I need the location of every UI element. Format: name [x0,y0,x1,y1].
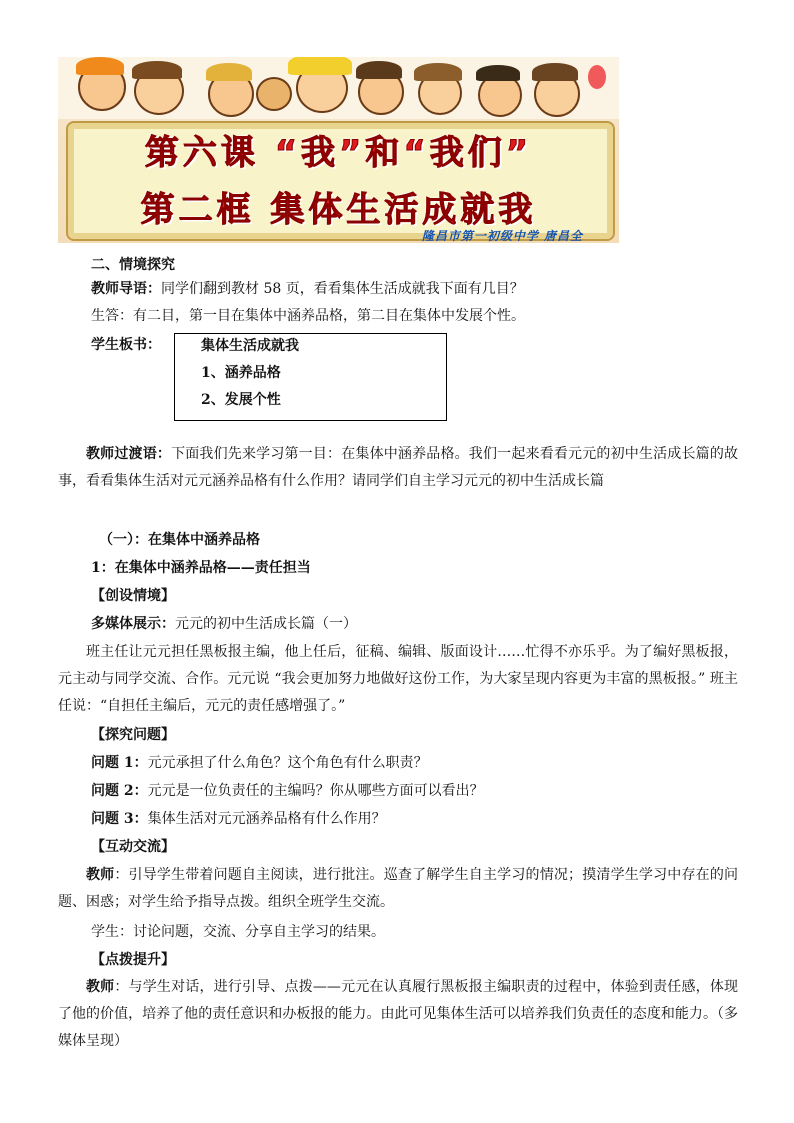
student-answer: 生答：有二目，第一目在集体中涵养品格，第二目在集体中发展个性。 [91,308,525,324]
question-2-label: 问题 2： [91,783,148,799]
question-3-text: 集体生活对元元涵养品格有什么作用？ [147,811,386,827]
board-title: 集体生活成就我 [201,338,299,354]
explore-heading: 【探究问题】 [91,727,175,743]
teacher-action-paragraph [58,862,738,916]
board-item-1: 1、涵养品格 [201,365,281,381]
student-action: 学生：讨论问题，交流、分享自主学习的结果。 [91,924,385,940]
question-2-text: 元元是一位负责任的主编吗？你从哪些方面可以看出？ [147,783,484,799]
teacher-guide-text: 同学们翻到教材 58 页，看看集体生活成就我下面有几目？ [161,281,524,297]
question-3 [91,811,386,827]
transition-text: 下面我们先来学习第一目：在集体中涵养品格。我们一起来看看元元的初中生活成长篇的故事，看看集体生活对元元涵养品格有什么作用？请同学们自主学习元元的初中生活成长篇 [58,446,739,489]
media-line [91,616,357,632]
question-2 [91,783,484,799]
lesson-subtitle: 第二框 集体生活成就我 [140,190,537,230]
point-heading: 1：在集体中涵养品格——责任担当 [91,560,311,576]
section-heading: 二、情境探究 [91,257,175,273]
story-paragraph: 班主任让元元担任黑板报主编，他上任后，征稿、编辑、版面设计……忙得不亦乐乎。为了编好黑板报，元主动与同学交流、合作。元元说 “我会更加努力地做好这份工作，为大家呈现内容更为丰富的黑板报。” 班主任说：“自担任主编后，元元的责任感增强了。” [58,644,738,714]
interact-heading: 【互动交流】 [91,839,175,855]
teacher-guide2-label: 教师 [86,979,115,995]
teacher-guide2-text: ：与学生对话，进行引导、点拨——元元在认真履行黑板报主编职责的过程中，体验到责任感，体现了他的价值，培养了他的责任意识和办板报的能力。由此可见集体生活可以培养我们负责任的态度和能力。（多媒体呈现） [58,979,739,1049]
cartoon-kids-illustration [58,57,619,119]
subsection-heading: （一）：在集体中涵养品格 [99,532,260,548]
school-author: 隆昌市第一初级中学 唐昌全 [421,229,583,243]
header-banner [58,57,619,243]
media-label: 多媒体展示： [91,616,175,632]
question-1-label: 问题 1： [91,755,148,771]
teacher-guide-line [91,281,524,297]
question-1 [91,755,428,771]
board-label: 学生板书： [91,337,161,353]
question-3-label: 问题 3： [91,811,148,827]
board-item-2: 2、发展个性 [201,392,281,408]
board-box [174,333,447,421]
media-text: 元元的初中生活成长篇（一） [175,616,357,632]
question-1-text: 元元承担了什么角色？这个角色有什么职责？ [147,755,428,771]
create-scene-heading: 【创设情境】 [91,588,175,604]
teacher-action-text: ：引导学生带着问题自主阅读，进行批注。巡查了解学生自主学习的情况；摸清学生学习中存在的问题、困惑；对学生给予指导点拨。组织全班学生交流。 [58,867,739,910]
enhance-heading: 【点拨提升】 [91,952,175,968]
transition-paragraph [58,441,738,495]
lesson-title: 第六课 “我”和“我们” [144,133,533,173]
teacher-guide2-paragraph [58,974,738,1055]
teacher-guide-label: 教师导语： [91,281,161,297]
teacher-action-label: 教师 [86,867,115,883]
transition-label: 教师过渡语： [86,446,172,462]
